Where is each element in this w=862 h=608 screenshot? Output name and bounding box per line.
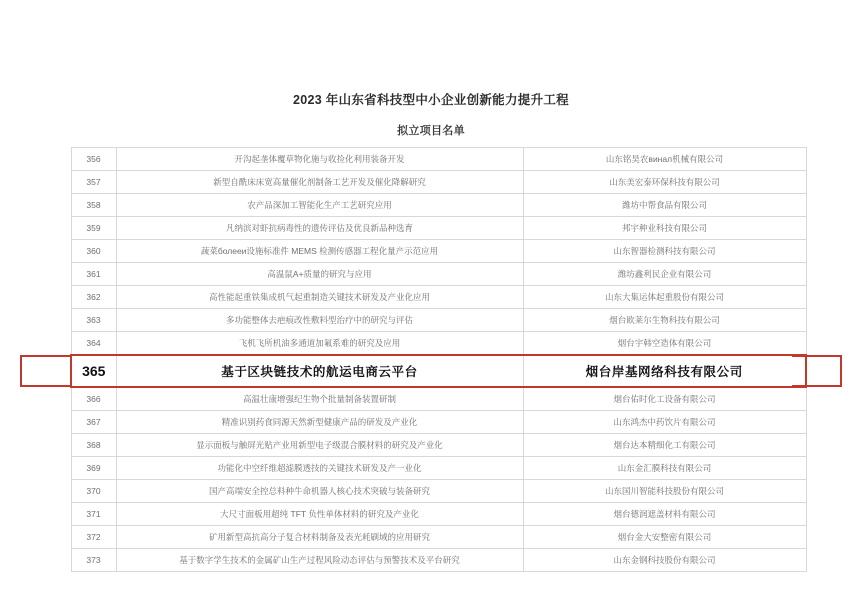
undertaking-unit: 烟台欧莱尔生物科技有限公司 (523, 309, 806, 332)
table-row (71, 171, 806, 194)
project-list-table-wrapper (70, 147, 792, 572)
row-number: 358 (71, 194, 116, 217)
table-row (71, 526, 806, 549)
table-row (71, 549, 806, 572)
undertaking-unit: 烟台达本精细化工有限公司 (523, 434, 806, 457)
undertaking-unit: 山东国川智能科技股份有限公司 (523, 480, 806, 503)
undertaking-unit: 山东大集运体起重股份有限公司 (523, 286, 806, 309)
table-row (71, 434, 806, 457)
project-name: 矿用新型高抗高分子复合材料制备及表光耗刷域的应用研究 (116, 526, 523, 549)
row-number: 367 (71, 411, 116, 434)
row-number: 372 (71, 526, 116, 549)
row-number: 360 (71, 240, 116, 263)
undertaking-unit: 山东铭昊农винал机械有限公司 (523, 148, 806, 171)
project-name: 基于区块链技术的航运电商云平台 (116, 355, 523, 387)
table-row (71, 263, 806, 286)
row-number: 362 (71, 286, 116, 309)
row-number: 365 (71, 355, 116, 387)
project-name: 精准识别药食同源天然新型健康产品的研发及产业化 (116, 411, 523, 434)
project-name: 蔬菜болееи设施标准件 MEMS 检测传感器工程化量产示范应用 (116, 240, 523, 263)
undertaking-unit: 山东金汇膜科技有限公司 (523, 457, 806, 480)
table-row (71, 411, 806, 434)
project-name: 凡纳滨对虾抗病毒性的遗传评估及优良新品种选育 (116, 217, 523, 240)
row-number: 370 (71, 480, 116, 503)
project-name: 功能化中空纤维超滤膜透技的关键技术研发及产一业化 (116, 457, 523, 480)
project-name: 高温鼠A+质量的研究与应用 (116, 263, 523, 286)
row-number: 366 (71, 387, 116, 411)
undertaking-unit: 潍坊中帮食品有限公司 (523, 194, 806, 217)
row-number: 356 (71, 148, 116, 171)
project-name: 国产高端安全控总料种牛命机器人核心技术突破与装备研究 (116, 480, 523, 503)
table-row (71, 480, 806, 503)
project-name: 多功能整体去疤痕改性敷料型治疗中的研究与评估 (116, 309, 523, 332)
undertaking-unit: 山东鸿杰中药饮片有限公司 (523, 411, 806, 434)
table-row (71, 194, 806, 217)
project-name: 农产品深加工智能化生产工艺研究应用 (116, 194, 523, 217)
table-row (71, 387, 806, 411)
table-row (71, 503, 806, 526)
undertaking-unit: 山东金钢科技股份有限公司 (523, 549, 806, 572)
table-row (71, 457, 806, 480)
undertaking-unit: 潍坊鑫利民企业有限公司 (523, 263, 806, 286)
project-name: 大尺寸面板用超纯 TFT 负性单体材料的研究及产业化 (116, 503, 523, 526)
row-number: 371 (71, 503, 116, 526)
row-number: 361 (71, 263, 116, 286)
table-row (71, 355, 806, 387)
undertaking-unit: 山东美宏泰环保科技有限公司 (523, 171, 806, 194)
row-number: 369 (71, 457, 116, 480)
table-row (71, 309, 806, 332)
row-number: 364 (71, 332, 116, 356)
project-name: 基于数字学生技术的金属矿山生产过程风险动态评估与预警技术及平台研究 (116, 549, 523, 572)
document-subtitle: 拟立项目名单 (397, 125, 465, 137)
project-name: 高温壮康增强纪生物个批量制备装置研制 (116, 387, 523, 411)
project-name: 新型自酰床床宽高量催化剂制备工艺开发及催化降解研究 (116, 171, 523, 194)
project-list-body (71, 148, 806, 572)
row-number: 373 (71, 549, 116, 572)
highlight-box-right-extension (792, 355, 842, 387)
highlight-box-left-extension (20, 355, 70, 387)
table-row (71, 332, 806, 356)
table-row (71, 240, 806, 263)
project-name: 显示面板与触屏光贴产业用新型电子级混合膜材料的研究及产业化 (116, 434, 523, 457)
undertaking-unit: 邦宇种业科技有限公司 (523, 217, 806, 240)
project-name: 开沟起垄体覆草物化施与收捡化利用装备开发 (116, 148, 523, 171)
table-row (71, 286, 806, 309)
undertaking-unit: 烟台德润遮盖材料有限公司 (523, 503, 806, 526)
row-number: 368 (71, 434, 116, 457)
undertaking-unit: 烟台金大安整密有限公司 (523, 526, 806, 549)
undertaking-unit: 烟台宇韩空造体有限公司 (523, 332, 806, 356)
table-row (71, 148, 806, 171)
undertaking-unit: 烟台佑时化工设备有限公司 (523, 387, 806, 411)
document-title: 2023 年山东省科技型中小企业创新能力提升工程 (293, 93, 569, 107)
table-row (71, 217, 806, 240)
row-number: 363 (71, 309, 116, 332)
row-number: 359 (71, 217, 116, 240)
project-name: 高性能起重铁集成机气起重制造关键技术研发及产业化应用 (116, 286, 523, 309)
row-number: 357 (71, 171, 116, 194)
project-list-table (70, 147, 807, 572)
undertaking-unit: 山东智器检测科技有限公司 (523, 240, 806, 263)
project-name: 飞机飞所机油多通道加氟系难的研究及应用 (116, 332, 523, 356)
undertaking-unit: 烟台岸基网络科技有限公司 (523, 355, 806, 387)
